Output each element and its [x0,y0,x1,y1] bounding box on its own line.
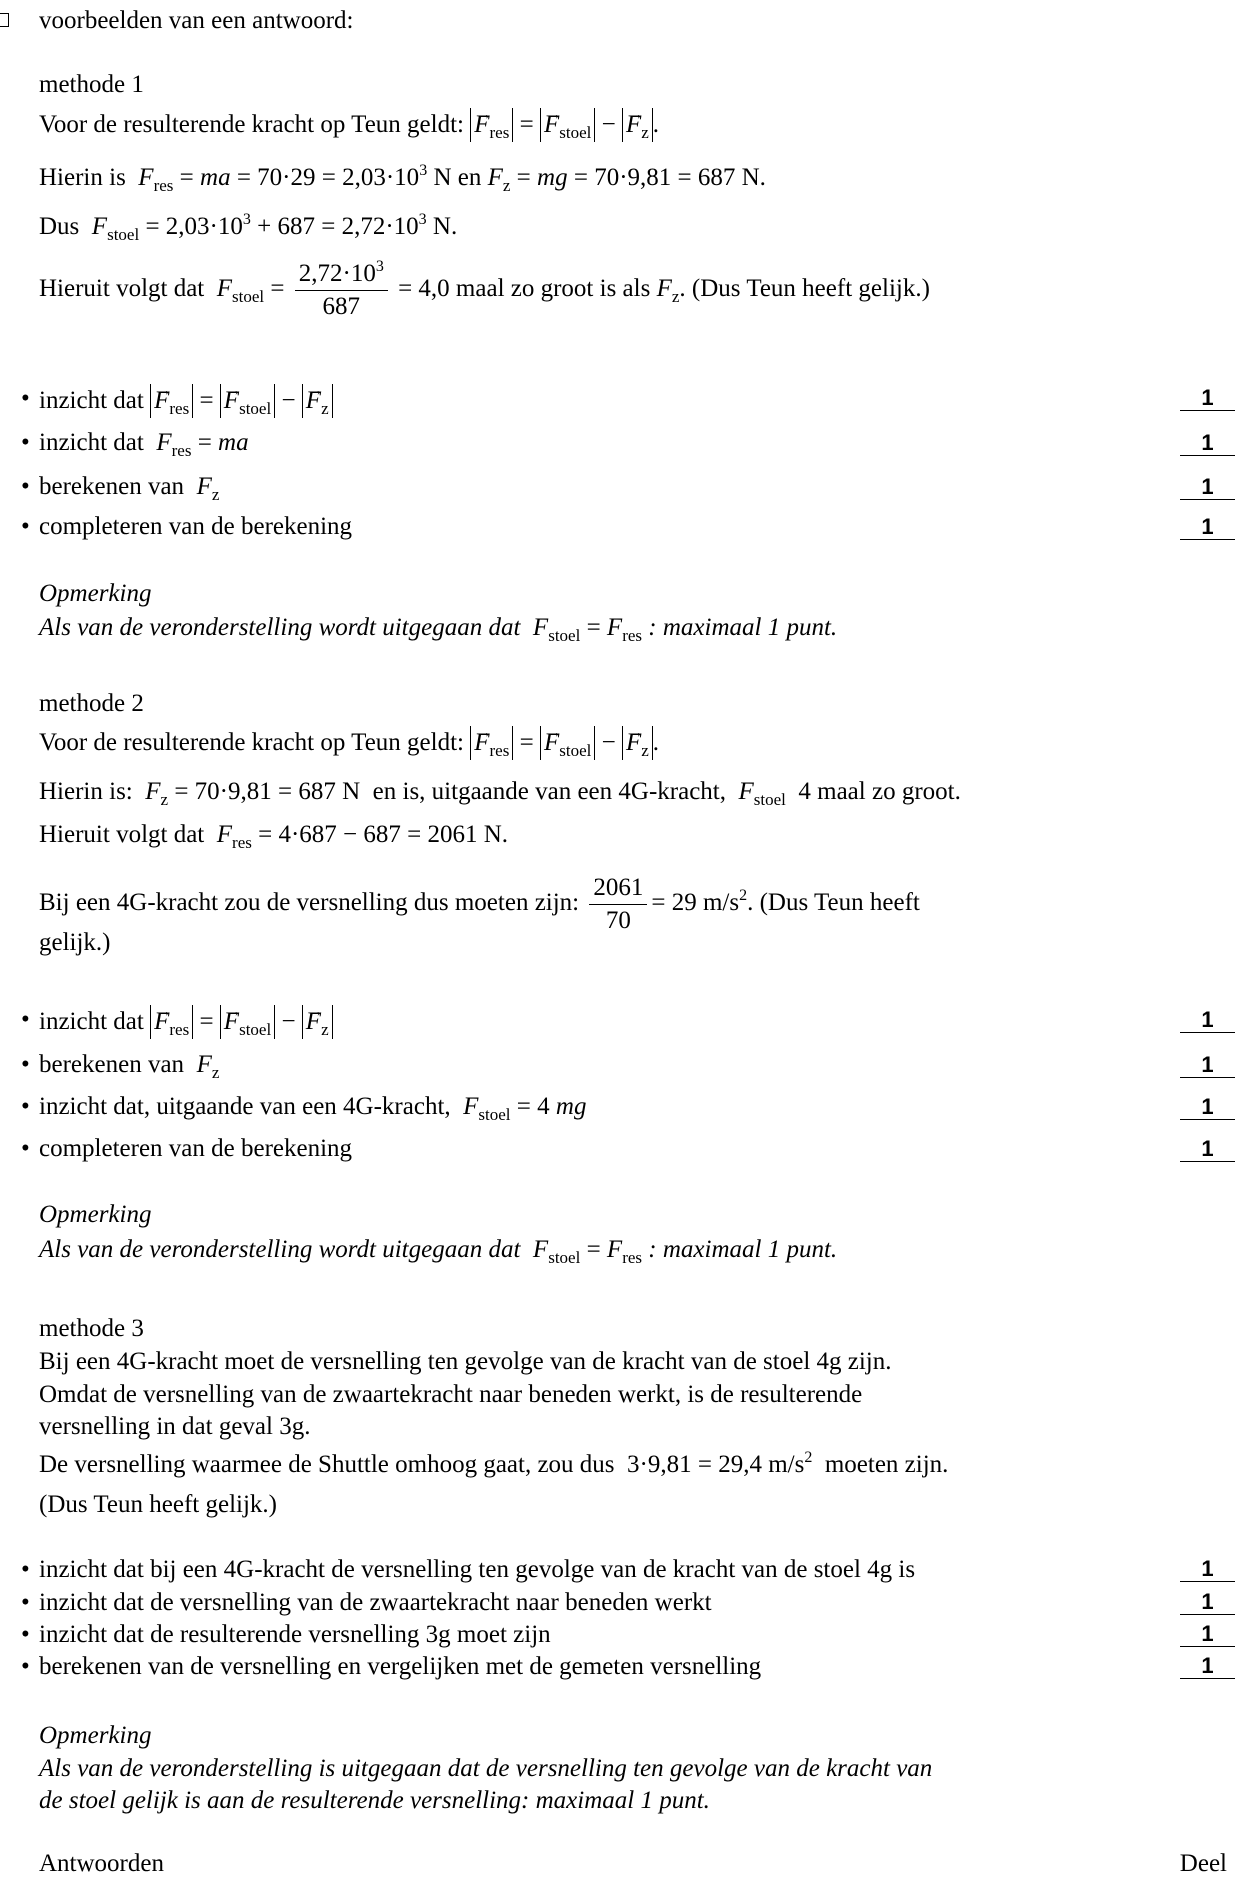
remark-text: Als van de veronderstelling is uitgegaan dat de versnelling ten gevolge van de kracht van [39,1755,933,1782]
criterion-item: • inzicht dat → $F_{res}$ = → $F_{stoel}$ − → $F_z$ [39,1005,333,1039]
criterion-item: • inzicht dat → $F_{res}$ = → $F_{stoel}$ − → $F_z$ [39,384,333,418]
score-points: 1 [1180,1590,1235,1615]
method-2-line-2: Hierin is: $F_z = 70\cdot 9,81 = 687$ N en is, uitgaande van een 4G-kracht, $F_{stoel}$ 4 maal zo groot. [39,778,961,809]
method-3-line-2: Omdat de versnelling van de zwaartekracht naar beneden werkt, is de resulterende [39,1381,863,1408]
criterion-item: • inzicht dat bij een 4G-kracht de versnelling ten gevolge van de kracht van de stoel 4g is [39,1555,915,1585]
footer-left: Antwoorden [39,1850,164,1877]
criterion-item: • inzicht dat, uitgaande van een 4G-kracht, $F_{stoel} = 4$ mg [39,1092,586,1122]
criterion-item: • inzicht dat $F_{res}$ = ma [39,428,249,458]
remark-text: de stoel gelijk is aan de resulterende versnelling: maximaal 1 punt. [39,1787,710,1814]
method-1-title: methode 1 [39,71,144,98]
footer-right: Deel [1179,1850,1227,1877]
method-1-line-3: Dus $F_{stoel} = 2,03\cdot 10^3 + 687 = 2,72\cdot 10^3$ N. [39,211,458,244]
score-points: 1 [1180,1622,1235,1647]
fraction: $\frac{2061}{70}$ [589,872,647,937]
remark-title: Opmerking [39,1722,152,1749]
criterion-item: • berekenen van de versnelling en vergelijken met de gemeten versnelling [39,1652,761,1682]
method-2-title: methode 2 [39,690,144,717]
score-points: 1 [1180,386,1235,411]
method-2-line-1: Voor de resulterende kracht op Teun geldt: → $F_{res}$ = → $F_{stoel}$ − → $F_z$ . [39,726,659,760]
score-points: 1 [1180,431,1235,456]
score-points: 1 [1180,475,1235,500]
method-3-line-1: Bij een 4G-kracht moet de versnelling ten gevolge van de kracht van de stoel 4g zijn. [39,1348,892,1375]
checkbox-marker [0,13,9,27]
criterion-item: • completeren van de berekening [39,512,352,542]
remark-text: Als van de veronderstelling wordt uitgegaan dat $F_{stoel} = F_{res}$ : maximaal 1 punt. [39,614,838,645]
score-points: 1 [1180,515,1235,540]
criterion-item: • berekenen van $F_z$ [39,1050,219,1080]
criterion-item: • berekenen van $F_z$ [39,472,219,502]
score-points: 1 [1180,1095,1235,1120]
method-3-title: methode 3 [39,1315,144,1342]
remark-text: Als van de veronderstelling wordt uitgegaan dat $F_{stoel} = F_{res}$ : maximaal 1 punt. [39,1236,838,1267]
score-points: 1 [1180,1654,1235,1679]
score-points: 1 [1180,1557,1235,1582]
criterion-item: • completeren van de berekening [39,1134,352,1164]
method-1-line-4: Hieruit volgt dat $F_{stoel}$ = $\frac{2,72\cdot 10^3}{687}$ = 4,0 maal zo groot is als $F_z$. (Dus Teun heeft gelijk.) [39,258,930,323]
criterion-item: • inzicht dat de versnelling van de zwaartekracht naar beneden werkt [39,1588,712,1618]
method-2-line-5: gelijk.) [39,929,111,956]
remark-title: Opmerking [39,1201,152,1228]
method-2-line-4: Bij een 4G-kracht zou de versnelling dus moeten zijn: $\frac{2061}{70}$ = 29 $m/s^2$. (Dus Teun heeft [39,872,920,937]
intro-line: voorbeelden van een antwoord: [39,7,354,34]
method-1-line-1: Voor de resulterende kracht op Teun geldt: → $F_{res}$ = → $F_{stoel}$ − → $F_z$ . [39,108,659,142]
score-points: 1 [1180,1008,1235,1033]
fraction: $\frac{2,72\cdot 10^3}{687}$ [295,258,388,323]
score-points: 1 [1180,1053,1235,1078]
remark-title: Opmerking [39,580,152,607]
method-2-line-3: Hieruit volgt dat $F_{res} = 4\cdot 687 - 687 = 2061$ N. [39,821,509,852]
method-3-line-4: De versnelling waarmee de Shuttle omhoog gaat, zou dus 3·9,81 = 29,4 $m/s^2$ moeten zijn. [39,1449,949,1478]
method-1-line-2: Hierin is $F_{res}$ = ma = $70\cdot 29 = 2,03\cdot 10^3$ N en $F_z$ = mg = 70·9,81 = 687 N. [39,162,766,195]
method-3-line-5: (Dus Teun heeft gelijk.) [39,1491,278,1518]
method-3-line-3: versnelling in dat geval 3g. [39,1413,311,1440]
score-points: 1 [1180,1137,1235,1162]
criterion-item: • inzicht dat de resulterende versnelling 3g moet zijn [39,1620,551,1650]
